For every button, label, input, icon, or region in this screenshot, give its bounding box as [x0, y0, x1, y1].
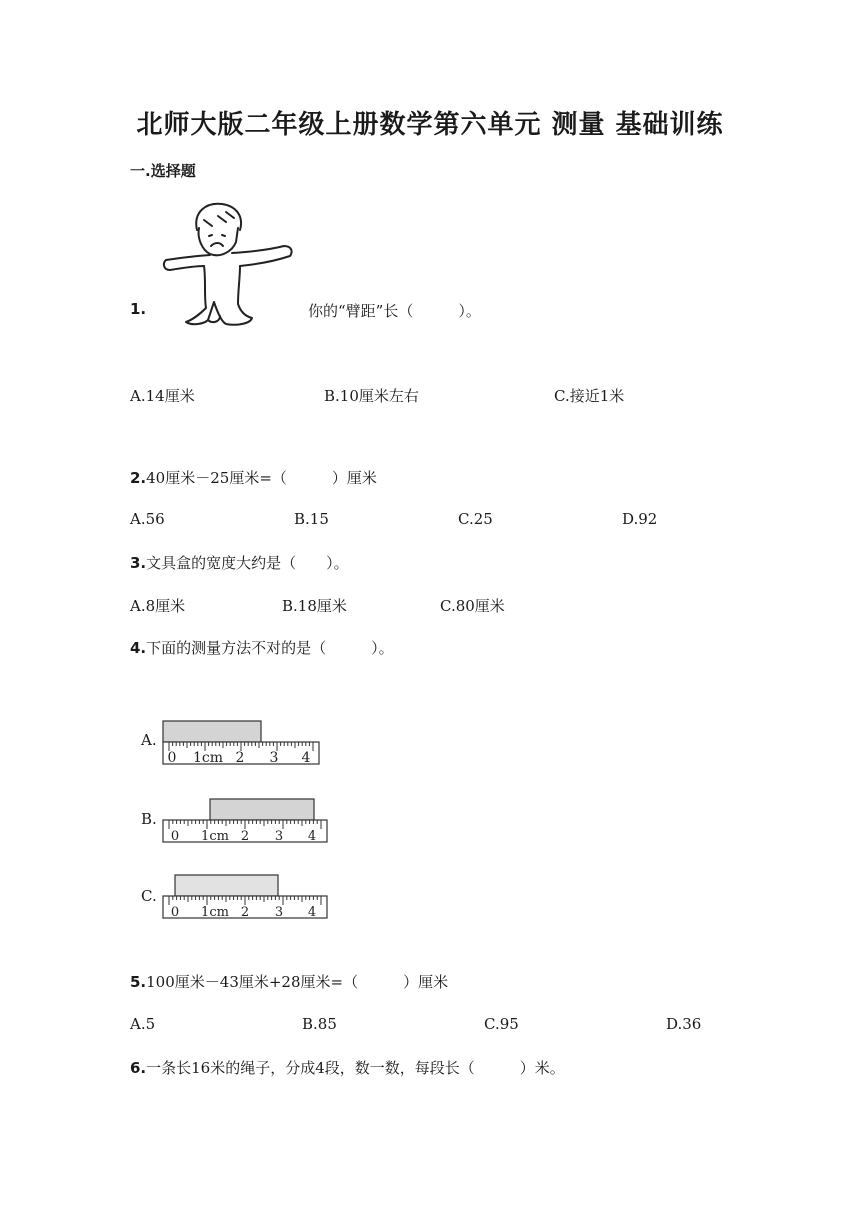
question-text: 100厘米－43厘米+28厘米=（ ）厘米: [146, 973, 449, 991]
page-title: 北师大版二年级上册数学第六单元 测量 基础训练: [136, 110, 724, 140]
question-text: 下面的测量方法不对的是（ ）。: [146, 639, 394, 657]
ruler-label: 0: [170, 905, 180, 920]
question-number: 3.: [130, 554, 147, 572]
ruler-label: 3: [269, 750, 279, 766]
ruler-diagram-b: [158, 796, 332, 846]
option-c: C.25: [458, 510, 493, 528]
ruler-label: 1cm: [201, 905, 229, 920]
ruler-label: 1cm: [201, 829, 229, 844]
question-text: 40厘米－25厘米=（ ）厘米: [146, 469, 377, 487]
ruler-label: 4: [301, 750, 311, 766]
question-text: 你的“臂距”长（ ）。: [308, 302, 481, 320]
ruler-label: 3: [274, 905, 284, 920]
ruler-label: 3: [274, 829, 284, 844]
option-b: B.15: [294, 510, 329, 528]
option-c: C.接近1米: [554, 387, 625, 405]
option-a: A.56: [130, 510, 165, 528]
question-number: 4.: [130, 639, 147, 657]
question-number: 1.: [130, 300, 147, 318]
option-c-label: C.: [141, 887, 157, 905]
option-c: C.80厘米: [440, 597, 505, 615]
option-b-label: B.: [141, 810, 157, 828]
option-b: B.85: [302, 1015, 337, 1033]
option-a: A.5: [130, 1015, 156, 1033]
question-number: 5.: [130, 973, 147, 991]
ruler-label: 2: [235, 750, 245, 766]
ruler-diagram-a: [158, 718, 324, 768]
option-b: B.10厘米左右: [324, 387, 419, 405]
question-number: 2.: [130, 469, 147, 487]
option-a-label: A.: [141, 731, 157, 749]
child-arm-span-illustration: [160, 198, 300, 330]
question-text: 文具盒的宽度大约是（ ）。: [146, 554, 349, 572]
ruler-label: 2: [240, 905, 250, 920]
question-text: 一条长16米的绳子，分成4段，数一数，每段长（ ）米。: [146, 1059, 565, 1077]
option-b: B.18厘米: [282, 597, 347, 615]
ruler-label: 2: [240, 829, 250, 844]
ruler-label: 0: [167, 750, 177, 766]
ruler-label: 1cm: [192, 750, 224, 766]
ruler-label: 4: [307, 829, 317, 844]
question-number: 6.: [130, 1059, 147, 1077]
option-a: A.8厘米: [130, 597, 186, 615]
option-d: D.36: [666, 1015, 702, 1033]
option-a: A.14厘米: [130, 387, 195, 405]
ruler-diagram-c: [158, 872, 332, 922]
option-d: D.92: [622, 510, 658, 528]
ruler-label: 4: [307, 905, 317, 920]
ruler-label: 0: [170, 829, 180, 844]
section-heading: 一.选择题: [130, 162, 196, 180]
option-c: C.95: [484, 1015, 519, 1033]
